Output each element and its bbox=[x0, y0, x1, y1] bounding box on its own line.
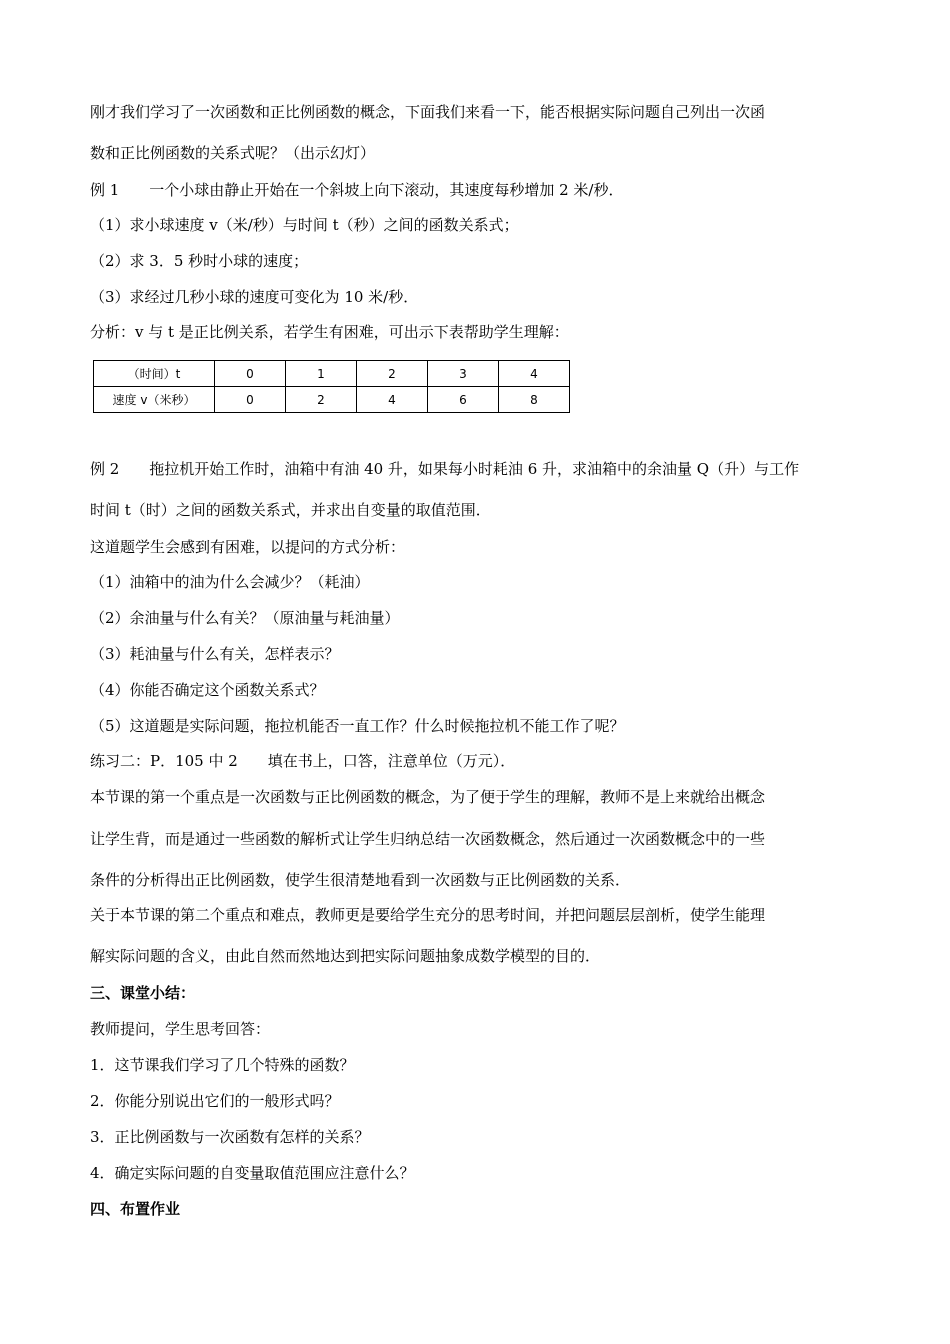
paragraph-line: 数和正比例函数的关系式呢？（出示幻灯） bbox=[90, 144, 376, 162]
question-line: （1）求小球速度 v（米/秒）与时间 t（秒）之间的函数关系式； bbox=[90, 216, 519, 234]
list-item: 4．确定实际问题的自变量取值范围应注意什么？ bbox=[90, 1164, 415, 1182]
question-line: （5）这道题是实际问题，拖拉机能否一直工作？什么时候拖拉机不能工作了呢？ bbox=[90, 717, 625, 735]
example-1-title: 例 1 一个小球由静止开始在一个斜坡上向下滚动，其速度每秒增加 2 米/秒． bbox=[90, 181, 624, 199]
table-cell: 3 bbox=[428, 361, 499, 387]
table-row bbox=[94, 361, 570, 387]
section-3-heading: 三、课堂小结： bbox=[90, 984, 196, 1002]
paragraph-line: 让学生背，而是通过一些函数的解析式让学生归纳总结一次函数概念，然后通过一次函数概念中的一些 bbox=[90, 830, 766, 848]
paragraph-line: 解实际问题的含义，由此自然而然地达到把实际问题抽象成数学模型的目的． bbox=[90, 947, 601, 965]
table-cell: 2 bbox=[286, 387, 357, 413]
analysis-line: 分析：v 与 t 是正比例关系，若学生有困难，可出示下表帮助学生理解： bbox=[90, 323, 569, 341]
paragraph-line: 条件的分析得出正比例函数，使学生很清楚地看到一次函数与正比例函数的关系． bbox=[90, 871, 631, 889]
list-item: 3．正比例函数与一次函数有怎样的关系？ bbox=[90, 1128, 370, 1146]
exercise-line: 练习二：P．105 中 2 填在书上，口答，注意单位（万元）． bbox=[90, 752, 516, 770]
speed-time-table bbox=[93, 360, 570, 413]
paragraph-line: 时间 t（时）之间的函数关系式，并求出自变量的取值范围． bbox=[90, 501, 491, 519]
question-line: （3）求经过几秒小球的速度可变化为 10 米/秒． bbox=[90, 288, 419, 306]
paragraph-line: 本节课的第一个重点是一次函数与正比例函数的概念，为了便于学生的理解，教师不是上来就给出概念 bbox=[90, 788, 766, 806]
question-line: （3）耗油量与什么有关，怎样表示？ bbox=[90, 645, 340, 663]
paragraph-line: 关于本节课的第二个重点和难点，教师更是要给学生充分的思考时间，并把问题层层剖析，使学生能理 bbox=[90, 906, 766, 924]
table-cell: 速度 v（米秒） bbox=[94, 387, 215, 413]
paragraph-line: 刚才我们学习了一次函数和正比例函数的概念，下面我们来看一下，能否根据实际问题自己列出一次函 bbox=[90, 103, 766, 121]
paragraph-line: 这道题学生会感到有困难，以提问的方式分析： bbox=[90, 538, 406, 556]
table-cell: 0 bbox=[215, 361, 286, 387]
table-cell: 4 bbox=[499, 361, 570, 387]
paragraph-line: 教师提问，学生思考回答： bbox=[90, 1020, 271, 1038]
list-item: 2．你能分别说出它们的一般形式吗？ bbox=[90, 1092, 340, 1110]
table-cell: 8 bbox=[499, 387, 570, 413]
example-2-title: 例 2 拖拉机开始工作时，油箱中有油 40 升，如果每小时耗油 6 升，求油箱中的余油量 Q（升）与工作 bbox=[90, 460, 800, 478]
table-cell: （时间）t bbox=[94, 361, 215, 387]
table-cell: 6 bbox=[428, 387, 499, 413]
question-line: （2）余油量与什么有关？（原油量与耗油量） bbox=[90, 609, 400, 627]
table-row bbox=[94, 387, 570, 413]
section-4-heading: 四、布置作业 bbox=[90, 1200, 181, 1218]
table-cell: 0 bbox=[215, 387, 286, 413]
table-cell: 4 bbox=[357, 387, 428, 413]
question-line: （4）你能否确定这个函数关系式？ bbox=[90, 681, 325, 699]
table-cell: 1 bbox=[286, 361, 357, 387]
question-line: （2）求 3．5 秒时小球的速度； bbox=[90, 252, 309, 270]
table-cell: 2 bbox=[357, 361, 428, 387]
question-line: （1）油箱中的油为什么会减少？（耗油） bbox=[90, 573, 370, 591]
list-item: 1．这节课我们学习了几个特殊的函数？ bbox=[90, 1056, 355, 1074]
